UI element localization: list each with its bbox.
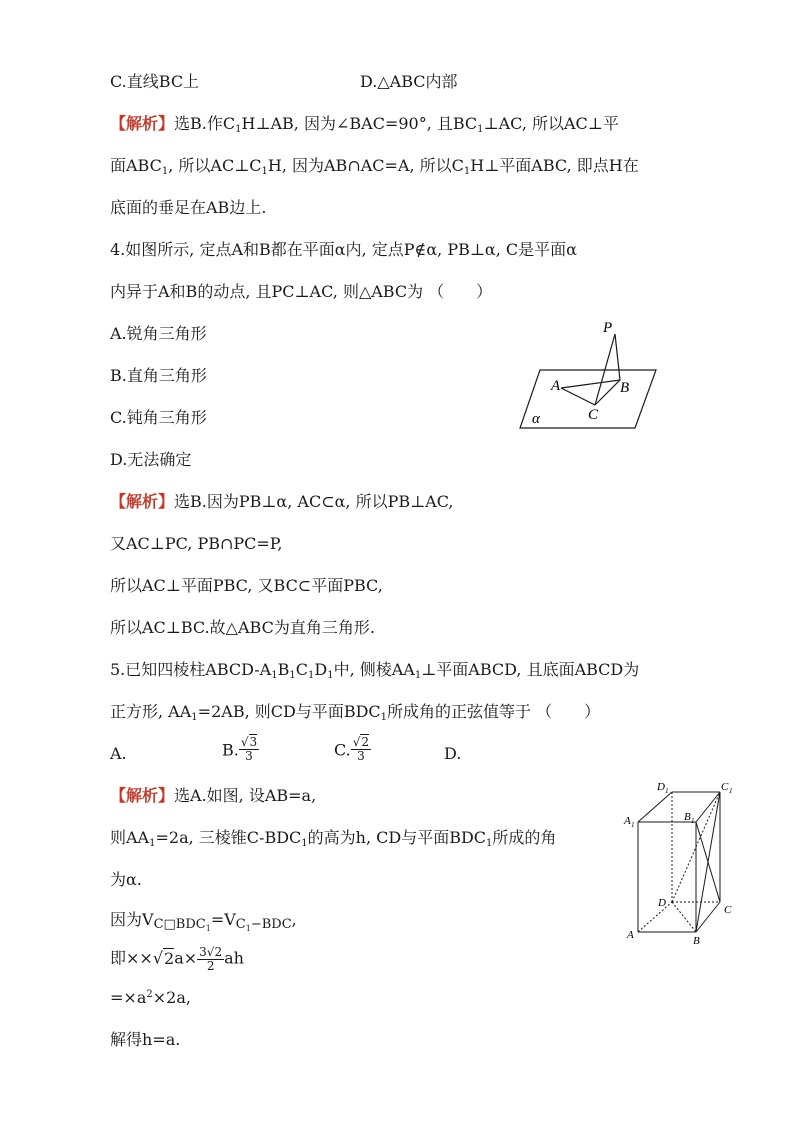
sub: 1 — [191, 712, 198, 723]
sub: 1 — [463, 166, 471, 177]
text: B. — [222, 740, 239, 760]
analysis-tag: 【解析】 — [110, 492, 175, 511]
edge-b1c1 — [696, 792, 720, 822]
edge-ad — [638, 902, 672, 932]
q5-analysis-line7: 解得h=a. — [110, 1030, 181, 1049]
text: 所成角的正弦值等于 （ ） — [387, 702, 601, 721]
sub: 1 — [205, 924, 211, 933]
sub: 1 — [245, 924, 251, 933]
label-p: P — [603, 320, 613, 336]
text: 选A.如图, 设AB=a, — [174, 786, 317, 805]
edge-bc — [696, 902, 720, 932]
diag-db — [672, 902, 696, 932]
q4-analysis-line3: 所以AC⊥平面PBC, 又BC⊂平面PBC, — [110, 576, 383, 595]
sub: 1 — [486, 838, 493, 849]
q5-option-b — [222, 736, 259, 762]
text: ⊥AC, 所以AC⊥平 — [483, 114, 619, 133]
label-a: A — [627, 929, 634, 941]
diag-b1c — [696, 822, 720, 902]
q4-analysis-line1 — [110, 494, 453, 510]
text: a× — [174, 948, 198, 968]
fraction-sqrt3-over-3: $\frac{√3}{3}$ — [240, 735, 258, 763]
q3-analysis-line2 — [110, 158, 639, 177]
sub: 1 — [271, 670, 278, 681]
numerator: 3√2 — [199, 945, 223, 959]
text: 面ABC — [110, 156, 162, 175]
text: C. — [334, 740, 351, 760]
text: ×2a, — [152, 988, 191, 1007]
q4-stem-line1: 4.如图所示, 定点A和B都在平面α内, 定点P∉α, PB⊥α, C是平面α — [110, 240, 577, 259]
text: C — [295, 660, 308, 679]
q4-option-d: D.无法确定 — [110, 450, 192, 469]
sub: 1 — [301, 838, 308, 849]
text: H, 因为AB∩AC=A, 所以C — [267, 156, 464, 175]
label-b: B — [693, 935, 700, 947]
text: ah — [224, 948, 244, 968]
text: =×a — [110, 988, 147, 1007]
q5-prism-figure — [620, 778, 744, 948]
label-d1: D — [657, 781, 665, 793]
q5-stem-line2 — [110, 704, 600, 723]
sub: 1 — [477, 124, 484, 135]
text: =2AB, 则CD与平面BDC — [197, 702, 381, 721]
q5-option-d: D. — [444, 744, 462, 763]
sub: 1 — [161, 166, 169, 177]
sub: 1 — [261, 166, 268, 177]
radicand: 2 — [361, 735, 370, 749]
sub: 1 — [149, 838, 156, 849]
label-a: A — [551, 378, 561, 394]
label-d1-sub: 1 — [665, 787, 669, 795]
text: H⊥平面ABC, 即点H在 — [470, 156, 639, 175]
edge-a1d1 — [638, 792, 672, 822]
text: H⊥AB, 因为∠BAC=90°, 且BC — [241, 114, 478, 133]
radicand: 2 — [164, 948, 175, 968]
q5-analysis-line4 — [110, 912, 297, 933]
q4-analysis-line4: 所以AC⊥BC.故△ABC为直角三角形. — [110, 618, 375, 637]
denominator: 3 — [245, 748, 253, 763]
q4-stem-line2: 内异于A和B的动点, 且PC⊥AC, 则△ABC为 （ ） — [110, 282, 493, 301]
fraction-3sqrt2-over-2 — [197, 946, 224, 972]
q3-option-c: C.直线BC上 — [110, 72, 200, 91]
label-c: C — [588, 407, 599, 423]
sub: C — [235, 917, 246, 932]
q3-option-d: D.△ABC内部 — [360, 72, 458, 91]
label-a1-sub: 1 — [631, 821, 635, 829]
sub: 1 — [327, 670, 334, 681]
sub: 1 — [289, 670, 296, 681]
q5-analysis-line2 — [110, 830, 556, 849]
q5-analysis-line6 — [110, 990, 191, 1006]
denominator: 3 — [357, 748, 365, 763]
text: B — [277, 660, 290, 679]
sub: C□BDC — [153, 917, 206, 932]
text: 选B.作C — [174, 114, 236, 133]
label-b1-sub: 1 — [691, 817, 695, 825]
label-alpha: α — [532, 411, 540, 427]
label-c1-sub: 1 — [729, 787, 733, 795]
q5-option-a: A. — [110, 744, 127, 763]
q5-analysis-line1 — [110, 788, 316, 804]
q3-analysis-line1 — [110, 116, 619, 135]
q4-analysis-line2: 又AC⊥PC, PB∩PC=P, — [110, 534, 283, 553]
radicand: 3 — [249, 735, 258, 749]
text: 中, 侧棱AA — [333, 660, 415, 679]
text: =2a, 三棱锥C-BDC — [155, 828, 302, 847]
label-d: D — [658, 897, 666, 909]
sub: 1 — [307, 670, 315, 681]
sup: 2 — [146, 989, 153, 1000]
label-b: B — [620, 380, 630, 396]
q4-option-b: B.直角三角形 — [110, 366, 207, 385]
text: =V — [210, 910, 236, 929]
analysis-tag: 【解析】 — [110, 786, 175, 805]
q4-plane-figure — [515, 316, 665, 434]
text: 则AA — [110, 828, 150, 847]
q4-option-a: A.锐角三角形 — [110, 324, 207, 343]
segment-ab — [561, 380, 620, 388]
text: 5.已知四棱柱ABCD-A — [110, 660, 272, 679]
text: ⊥平面ABCD, 且底面ABCD为 — [421, 660, 640, 679]
text: , — [291, 910, 297, 929]
q5-analysis-line5: 即××√2a× $\frac{3√2}{2}$ ah — [110, 945, 244, 973]
sub: 1 — [414, 670, 422, 681]
q3-analysis-line3: 底面的垂足在AB边上. — [110, 198, 267, 217]
sub: 1 — [380, 712, 388, 723]
label-c1: C — [721, 781, 729, 793]
q5-stem-line1 — [110, 662, 639, 681]
fraction-sqrt2-over-3: $\frac{√2}{3}$ — [352, 735, 370, 763]
text: 即×× — [110, 948, 153, 968]
segment-ac — [561, 388, 595, 405]
text: 的高为h, CD与平面BDC — [307, 828, 487, 847]
analysis-tag: 【解析】 — [110, 114, 175, 133]
denominator: 2 — [206, 958, 215, 973]
sub: 1 — [235, 124, 242, 135]
sub: −BDC — [250, 917, 292, 932]
text: 所成的角 — [492, 828, 557, 847]
segment-pb — [615, 334, 620, 380]
label-a1: A — [624, 815, 631, 827]
q5-analysis-line3: 为α. — [110, 870, 142, 889]
text: 正方形, AA — [110, 702, 192, 721]
text: , 所以AC⊥C — [168, 156, 262, 175]
q5-option-c — [334, 736, 371, 762]
label-c: C — [724, 904, 732, 916]
q4-option-c: C.钝角三角形 — [110, 408, 207, 427]
label-b1: B — [684, 811, 691, 823]
text: 选B.因为PB⊥α, AC⊂α, 所以PB⊥AC, — [174, 492, 454, 511]
text: D — [314, 660, 328, 679]
text: 因为V — [110, 910, 154, 929]
